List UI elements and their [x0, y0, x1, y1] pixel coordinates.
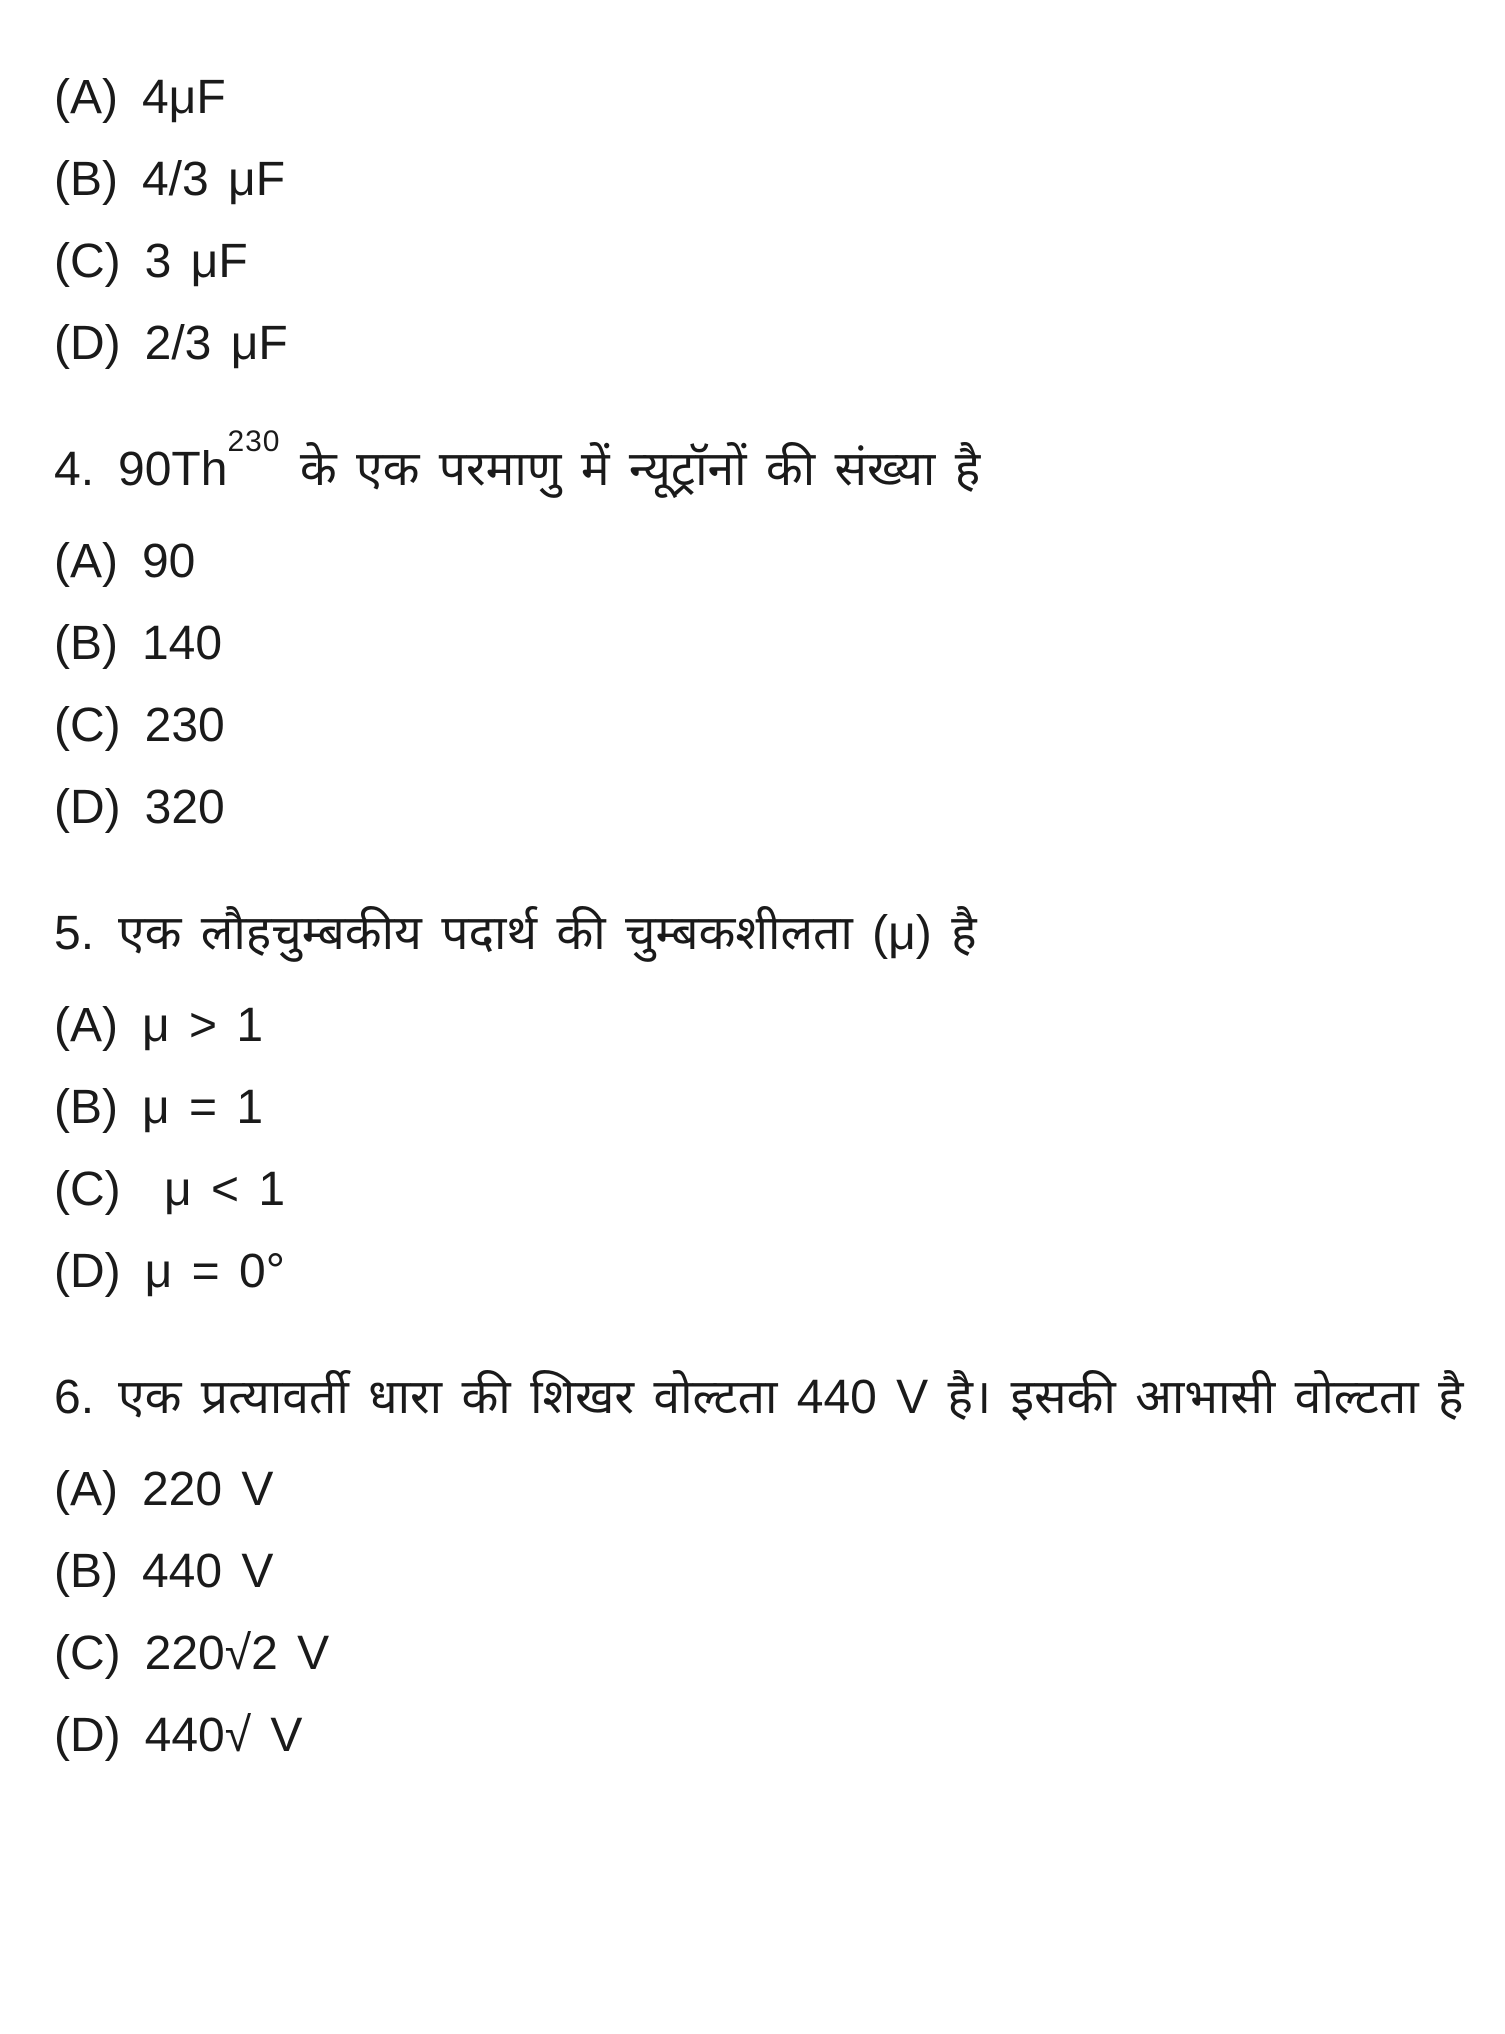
option-line-b	[54, 1544, 1465, 1600]
option-line-d	[54, 316, 1465, 372]
question-5-block	[54, 906, 1465, 1300]
option-value: 230	[144, 699, 225, 752]
isotope-mass-superscript: 230	[227, 425, 281, 458]
question-number: 5.	[54, 907, 95, 960]
question-text-before-superscript: 90Th	[118, 443, 228, 496]
question-text-after-superscript: के एक परमाणु में न्यूट्रॉनों की संख्या है	[280, 443, 981, 496]
option-line-a	[54, 1462, 1465, 1518]
option-value: μ > 1	[141, 999, 264, 1052]
option-line-d	[54, 1708, 1465, 1764]
option-value: 4/3 μF	[141, 153, 286, 206]
option-line-c	[54, 698, 1465, 754]
option-line-d	[54, 780, 1465, 836]
option-value: 140	[141, 617, 223, 670]
question-4-block	[54, 425, 1465, 836]
option-label: (B)	[54, 617, 118, 670]
option-label: (A)	[54, 999, 118, 1052]
option-label: (D)	[54, 1709, 121, 1762]
option-label: (C)	[54, 235, 121, 288]
option-value: μ < 1	[144, 1163, 286, 1216]
option-label: (B)	[54, 1545, 118, 1598]
option-label: (C)	[54, 1163, 121, 1216]
option-label: (B)	[54, 153, 118, 206]
question-6-text	[54, 1370, 1465, 1426]
option-line-c	[54, 234, 1465, 290]
question-5-text	[54, 906, 1465, 962]
option-line-b	[54, 152, 1465, 208]
option-label: (D)	[54, 1245, 121, 1298]
option-value: 220√2 V	[144, 1627, 330, 1680]
option-value: 440√ V	[144, 1709, 303, 1762]
option-line-a	[54, 534, 1465, 590]
option-line-c	[54, 1162, 1465, 1218]
question-3-options-block	[54, 70, 1465, 372]
question-number: 6.	[54, 1371, 95, 1424]
option-value: 90	[141, 535, 196, 588]
option-value: 4μF	[141, 71, 226, 124]
option-line-b	[54, 616, 1465, 672]
question-6-block	[54, 1370, 1465, 1764]
option-value: μ = 0°	[144, 1245, 285, 1298]
option-line-c	[54, 1626, 1465, 1682]
option-label: (D)	[54, 781, 121, 834]
option-label: (A)	[54, 535, 118, 588]
option-line-a	[54, 70, 1465, 126]
option-value: μ = 1	[141, 1081, 264, 1134]
option-line-d	[54, 1244, 1465, 1300]
question-text: एक प्रत्यावर्ती धारा की शिखर वोल्टता 440 V है। इसकी आभासी वोल्टता है	[118, 1371, 1464, 1424]
option-value: 220 V	[141, 1463, 274, 1516]
option-line-a	[54, 998, 1465, 1054]
option-value: 2/3 μF	[144, 317, 288, 370]
question-4-text	[54, 425, 1465, 498]
option-line-b	[54, 1080, 1465, 1136]
option-label: (A)	[54, 1463, 118, 1516]
option-label: (C)	[54, 1627, 121, 1680]
option-label: (B)	[54, 1081, 118, 1134]
option-value: 320	[144, 781, 225, 834]
option-label: (C)	[54, 699, 121, 752]
option-label: (D)	[54, 317, 121, 370]
option-value: 3 μF	[144, 235, 248, 288]
option-label: (A)	[54, 71, 118, 124]
option-value: 440 V	[141, 1545, 274, 1598]
question-number: 4.	[54, 443, 95, 496]
question-text: एक लौहचुम्बकीय पदार्थ की चुम्बकशीलता (μ) है	[118, 907, 977, 960]
